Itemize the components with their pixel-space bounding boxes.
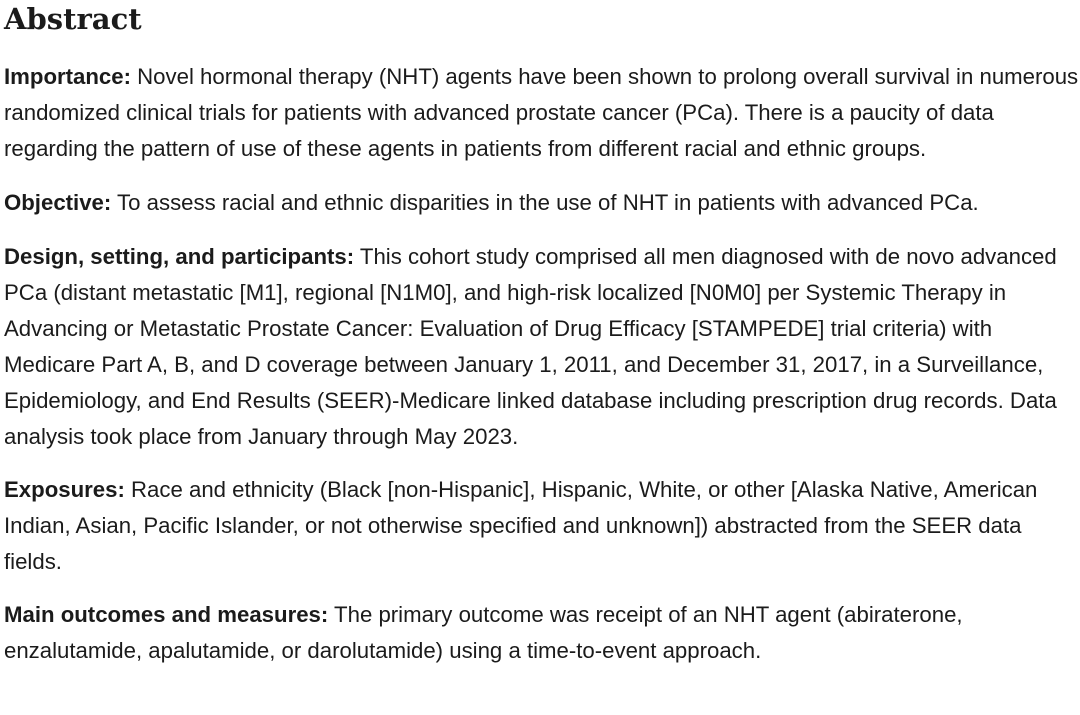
abstract-container	[4, 0, 1080, 669]
section-label: Design, setting, and participants:	[4, 244, 355, 269]
section-text: This cohort study comprised all men diagnosed with de novo advanced PCa (distant metastatic [M1], regional [N1M0], and high-risk localized [N0M0] per Systemic Therapy in Advancing or Metastatic Prostate Cancer: Evaluation of Drug Efficacy [STAMPEDE] trial criteria) with Medicare Part A, B, and D coverage between January 1, 2011, and December 31, 2017, in a Surveillance, Epidemiology, and End Results (SEER)-Medicare linked database including prescription drug records. Data analysis took place from January through May 2023.	[4, 244, 1057, 449]
section-text: The primary outcome was receipt of an NHT agent (abiraterone, enzalutamide, apalutamide, or darolutamide) using a time-to-event approach.	[4, 602, 963, 663]
abstract-section-exposures	[4, 472, 1080, 580]
abstract-section-outcomes	[4, 597, 1080, 669]
abstract-section-importance	[4, 59, 1080, 167]
abstract-heading: Abstract	[4, 2, 142, 36]
section-label: Main outcomes and measures:	[4, 602, 329, 627]
section-label: Importance:	[4, 64, 131, 89]
section-label: Exposures:	[4, 477, 125, 502]
section-text: Novel hormonal therapy (NHT) agents have been shown to prolong overall survival in numerous randomized clinical trials for patients with advanced prostate cancer (PCa). There is a paucity of data regarding the pattern of use of these agents in patients from different racial and ethnic groups.	[4, 64, 1079, 161]
section-label: Objective:	[4, 190, 112, 215]
section-text: To assess racial and ethnic disparities in the use of NHT in patients with advanced PCa.	[117, 190, 979, 215]
abstract-section-design	[4, 239, 1080, 455]
abstract-section-objective	[4, 185, 1080, 221]
section-text: Race and ethnicity (Black [non-Hispanic], Hispanic, White, or other [Alaska Native, American Indian, Asian, Pacific Islander, or not otherwise specified and unknown]) abstracted from the SEER data fields.	[4, 477, 1038, 574]
